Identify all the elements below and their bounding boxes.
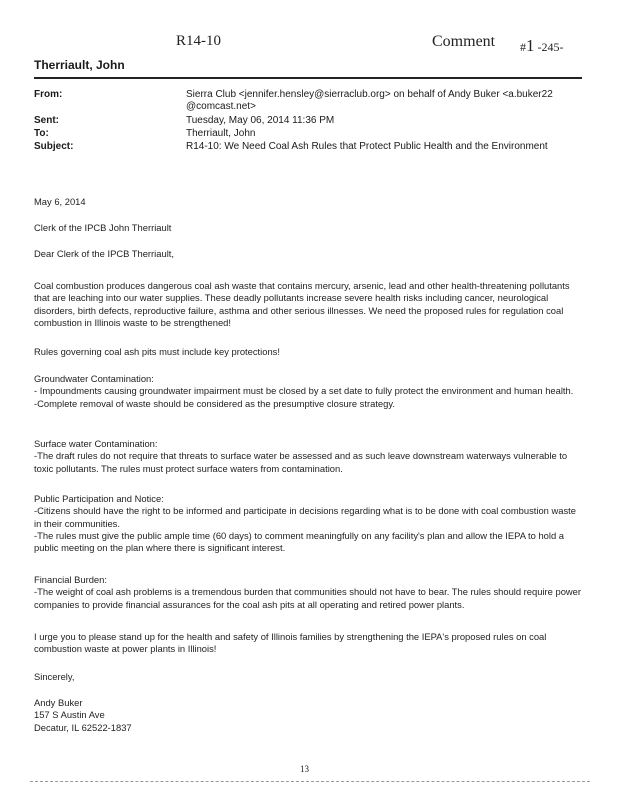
sent-value: Tuesday, May 06, 2014 11:36 PM — [186, 115, 335, 126]
bottom-scan-artifact — [30, 781, 590, 782]
financial-burden-point-1: -The weight of coal ash problems is a tremendous burden that communities should not have to bear. The rules should require power companies to provide financial assurances for the coal ash pits at all operating and retired power plants. — [34, 586, 582, 610]
comment-number — [520, 36, 564, 56]
surface-water-section — [34, 438, 582, 475]
signature-block — [34, 697, 582, 734]
key-protections: Rules governing coal ash pits must include key protections! — [34, 346, 280, 357]
header-divider — [34, 77, 582, 79]
comment-number-prefix: # — [520, 40, 526, 54]
financial-burden-heading: Financial Burden: — [34, 574, 107, 585]
letter-date: May 6, 2014 — [34, 196, 86, 207]
public-participation-point-2: -The rules must give the public ample time (60 days) to comment meaningfully on any facility's plan and allow the IEPA to hold a public meeting on the plan where there is significant interest. — [34, 529, 565, 554]
subject-value: R14-10: We Need Coal Ash Rules that Protect Public Health and the Environment — [186, 141, 548, 152]
public-participation-section — [34, 493, 582, 554]
surface-water-point-1: -The draft rules do not require that threats to surface water be assessed and as such leave downstream waterways vulnerable to toxic pollutants. The rules must protect surface waters from contamination. — [34, 450, 568, 474]
letter-intro: Coal combustion produces dangerous coal ash waste that contains mercury, arsenic, lead and other health-threatening pollutants that are leaching into our water supplies. These deadly pollutants increase severe health risks including cancer, neurological disorders, birth defects, reproductive failure, asthma and other serious illnesses. We need the proposed rules for regulation coal combustion in Illinois waste to be strengthened! — [34, 280, 570, 328]
signer-address-line-1: 157 S Austin Ave — [34, 709, 105, 721]
signer-address-line-2: Decatur, IL 62522-1837 — [34, 721, 132, 733]
subject-label: Subject: — [34, 141, 74, 152]
comment-number-value: 1 — [526, 36, 535, 55]
public-participation-point-1: -Citizens should have the right to be informed and participate in decisions regarding what is to be done with coal combustion waste in their communities. — [34, 505, 576, 529]
groundwater-section — [34, 373, 582, 410]
page-tag: -245- — [537, 40, 564, 54]
financial-burden-section — [34, 574, 582, 611]
to-label: To: — [34, 128, 49, 139]
from-value-cont: @comcast.net> — [186, 101, 256, 112]
groundwater-point-2: -Complete removal of waste should be considered as the presumptive closure strategy. — [34, 397, 395, 409]
from-value: Sierra Club <jennifer.hensley@sierraclub.org> on behalf of Andy Buker <a.buker22 — [186, 89, 553, 100]
from-label: From: — [34, 89, 63, 100]
public-participation-heading: Public Participation and Notice: — [34, 493, 164, 504]
letter-recipient: Clerk of the IPCB John Therriault — [34, 222, 172, 233]
page-number: 13 — [300, 764, 309, 774]
mailbox-owner: Therriault, John — [34, 58, 125, 72]
sent-label: Sent: — [34, 115, 59, 126]
groundwater-point-1: - Impoundments causing groundwater impairment must be closed by a set date to fully protect the environment and human health. — [34, 385, 574, 397]
groundwater-heading: Groundwater Contamination: — [34, 373, 154, 384]
closing-paragraph: I urge you to please stand up for the health and safety of Illinois families by strengthening the IEPA's proposed rules on coal combustion waste at power plants in Illinois! — [34, 631, 547, 655]
signer-name: Andy Buker — [34, 697, 83, 708]
to-value: Therriault, John — [186, 128, 256, 139]
docket-number: R14-10 — [176, 33, 221, 49]
letter-salutation: Dear Clerk of the IPCB Therriault, — [34, 248, 174, 259]
surface-water-heading: Surface water Contamination: — [34, 438, 158, 449]
comment-label: Comment — [432, 33, 496, 50]
signoff: Sincerely, — [34, 671, 75, 682]
